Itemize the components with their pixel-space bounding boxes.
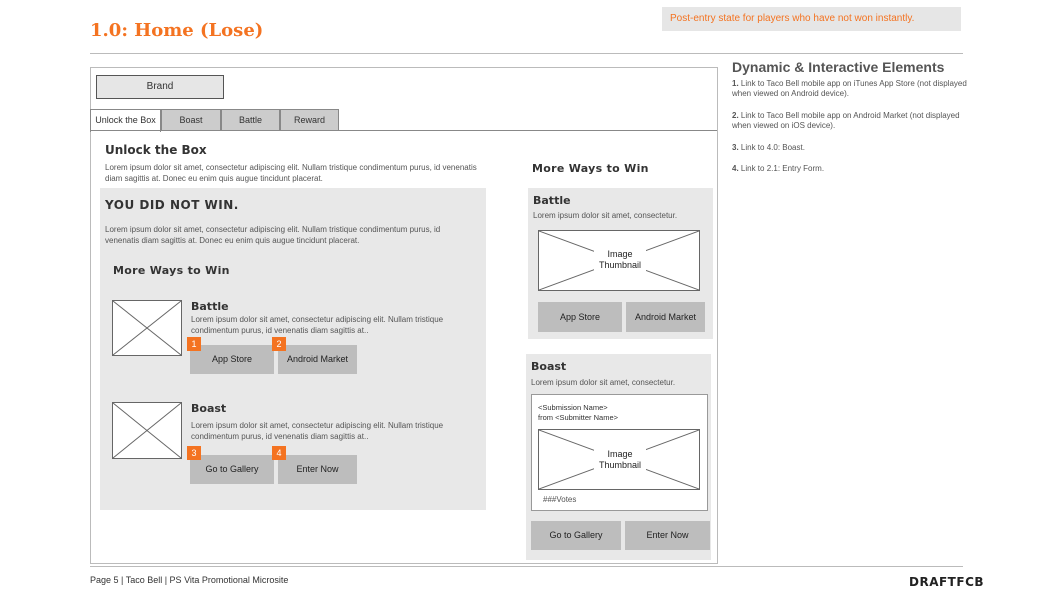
state-note: Post-entry state for players who have not won instantly. (662, 7, 961, 31)
sidebar-battle-text: Lorem ipsum dolor sit amet, consectetur. (533, 211, 678, 220)
badge-1: 1 (187, 337, 201, 351)
note-text: Link to Taco Bell mobile app on Android Market (not displayed when viewed on iOS device). (732, 111, 960, 130)
sidebar-boast-title: Boast (531, 360, 567, 373)
brand-logo[interactable]: Brand (96, 75, 224, 99)
divider-top (90, 53, 963, 54)
tab-unlock-the-box[interactable]: Unlock the Box (90, 109, 161, 132)
sidebar-boast-thumbnail-label: Image Thumbnail (594, 449, 646, 471)
battle-title: Battle (191, 300, 229, 313)
boast-title: Boast (191, 402, 227, 415)
sidebar-android-market-button[interactable]: Android Market (626, 302, 705, 332)
section-intro: Lorem ipsum dolor sit amet, consectetur adipiscing elit. Nullam tristique condimentum purus, id venenatis diam sagittis at. Donec eu enim quis augue tincidunt placerat. (105, 163, 477, 183)
sidebar-enter-now-button[interactable]: Enter Now (625, 521, 710, 550)
note-item-2 (732, 111, 972, 131)
app-store-button[interactable]: App Store (190, 345, 274, 374)
android-market-button[interactable]: Android Market (278, 345, 357, 374)
tab-reward[interactable]: Reward (280, 109, 339, 131)
submitter-name: from <Submitter Name> (538, 413, 619, 422)
submission-name: <Submission Name> (538, 403, 608, 412)
tab-divider (90, 130, 717, 131)
badge-4: 4 (272, 446, 286, 460)
result-heading: YOU DID NOT WIN. (105, 198, 239, 212)
note-item-3 (732, 143, 972, 153)
sidebar-go-to-gallery-button[interactable]: Go to Gallery (531, 521, 621, 550)
vote-count: ###Votes (543, 495, 577, 504)
sidebar-app-store-button[interactable]: App Store (538, 302, 622, 332)
sidebar-boast-text: Lorem ipsum dolor sit amet, consectetur. (531, 378, 676, 387)
note-text: Link to 2.1: Entry Form. (740, 164, 825, 173)
note-number: 3. (732, 143, 739, 152)
badge-2: 2 (272, 337, 286, 351)
battle-image-placeholder (112, 300, 182, 356)
section-heading: Unlock the Box (105, 143, 207, 157)
note-item-4 (732, 164, 972, 174)
note-number: 4. (732, 164, 739, 173)
boast-text: Lorem ipsum dolor sit amet, consectetur adipiscing elit. Nullam tristique condimentum purus, id venenatis diam sagittis at.. (191, 421, 444, 441)
sidebar-battle-title: Battle (533, 194, 571, 207)
go-to-gallery-button[interactable]: Go to Gallery (190, 455, 274, 484)
boast-image-placeholder (112, 402, 182, 459)
divider-bottom (90, 566, 963, 567)
note-item-1 (732, 79, 972, 99)
enter-now-button[interactable]: Enter Now (278, 455, 357, 484)
tab-battle[interactable]: Battle (221, 109, 280, 131)
page-title: 1.0: Home (Lose) (90, 20, 264, 41)
tab-boast[interactable]: Boast (161, 109, 221, 131)
note-text: Link to 4.0: Boast. (740, 143, 805, 152)
draftfcb-logo: DRAFTFCB (909, 575, 985, 589)
more-ways-heading: More Ways to Win (113, 264, 230, 277)
notes-heading: Dynamic & Interactive Elements (732, 59, 945, 75)
sidebar-battle-thumbnail-label: Image Thumbnail (594, 249, 646, 271)
note-number: 1. (732, 79, 739, 88)
note-text: Link to Taco Bell mobile app on iTunes App Store (not displayed when viewed on Android device). (732, 79, 967, 98)
badge-3: 3 (187, 446, 201, 460)
sidebar-heading: More Ways to Win (532, 162, 649, 175)
note-number: 2. (732, 111, 739, 120)
battle-text: Lorem ipsum dolor sit amet, consectetur adipiscing elit. Nullam tristique condimentum purus, id venenatis diam sagittis at.. (191, 315, 444, 335)
footer-page-info: Page 5 | Taco Bell | PS Vita Promotional Microsite (90, 575, 289, 585)
result-text: Lorem ipsum dolor sit amet, consectetur adipiscing elit. Nullam tristique condimentum purus, id venenatis diam sagittis at. Donec eu enim quis augue tincidunt placerat. (105, 225, 441, 245)
